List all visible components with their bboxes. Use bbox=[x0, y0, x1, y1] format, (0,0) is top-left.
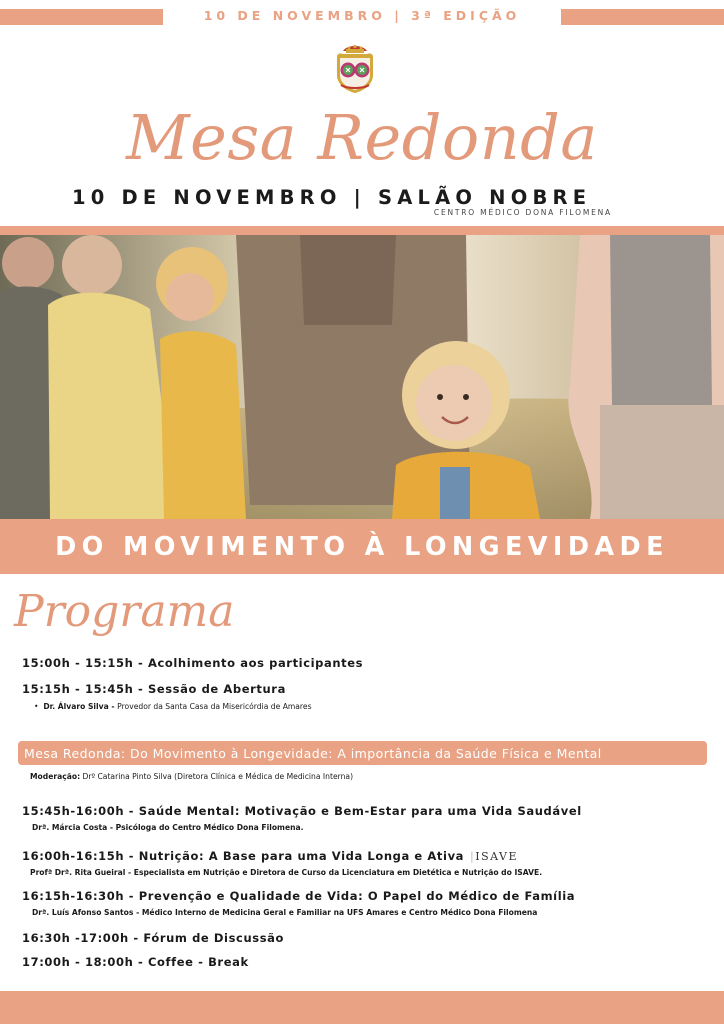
mesa-redonda-pill bbox=[18, 741, 707, 765]
bullet-icon: • bbox=[34, 702, 39, 711]
schedule-item-acolhimento: 15:00h - 15:15h - Acolhimento aos participantes bbox=[22, 656, 364, 670]
venue-name: CENTRO MÉDICO DONA FILOMENA bbox=[433, 208, 612, 217]
speaker-name: Drª. Márcia Costa bbox=[32, 823, 108, 832]
speaker-name: Dr. Álvaro Silva - bbox=[43, 702, 118, 711]
santa-casa-crest-icon bbox=[329, 43, 381, 95]
mesa-redonda-title: Mesa Redonda: Do Movimento à Longevidade: A importância da Saúde Física e Mental bbox=[24, 745, 602, 761]
moderation-label: Moderação: bbox=[30, 772, 81, 781]
isave-logo: |ISAVE bbox=[470, 850, 519, 863]
schedule-item-prevencao: 16:15h-16:30h - Prevenção e Qualidade de Vida: O Papel do Médico de Família bbox=[22, 889, 576, 903]
speaker-saude-mental bbox=[32, 823, 304, 832]
top-right-bar bbox=[561, 9, 724, 25]
isave-divider-icon: | bbox=[470, 850, 476, 863]
moderation-text: Drº Catarina Pinto Silva (Diretora Clínica e Médica de Medicina Interna) bbox=[80, 772, 354, 781]
page-title: Mesa Redonda bbox=[126, 101, 598, 174]
theme-banner-text: DO MOVIMENTO À LONGEVIDADE bbox=[55, 531, 669, 562]
bottom-bar bbox=[0, 991, 724, 1024]
speaker-role: - Psicóloga do Centro Médico Dona Filomena. bbox=[107, 823, 304, 832]
speaker-prevencao bbox=[32, 908, 537, 917]
photo-top-band bbox=[0, 226, 724, 235]
family-photo bbox=[0, 235, 724, 519]
event-date-venue: 10 DE NOVEMBRO | SALÃO NOBRE bbox=[72, 186, 592, 209]
schedule-item-nutricao bbox=[22, 849, 518, 863]
programa-heading: Programa bbox=[14, 586, 235, 637]
schedule-item-coffee-break: 17:00h - 18:00h - Coffee - Break bbox=[22, 955, 249, 969]
speaker-role: Provedor da Santa Casa da Misericórdia de Amares bbox=[117, 702, 312, 711]
schedule-item-forum: 16:30h -17:00h - Fórum de Discussão bbox=[22, 931, 284, 945]
family-walking-illustration bbox=[0, 235, 724, 519]
nutricao-title: 16:00h-16:15h - Nutrição: A Base para uma Vida Longa e Ativa bbox=[22, 849, 465, 863]
moderation-line bbox=[30, 772, 353, 781]
top-date: 10 DE NOVEMBRO | 3ª EDIÇÃO bbox=[203, 8, 521, 23]
speaker-abertura bbox=[34, 702, 312, 711]
schedule-item-abertura: 15:15h - 15:45h - Sessão de Abertura bbox=[22, 682, 286, 696]
schedule-item-saude-mental: 15:45h-16:00h - Saúde Mental: Motivação e Bem-Estar para uma Vida Saudável bbox=[22, 804, 582, 818]
speaker-nutricao bbox=[30, 868, 542, 877]
speaker-name: Profª Drª. Rita Gueiral - Especialista em Nutrição e Diretora de Curso da Licenciatura em Dietética e Nutrição do ISAVE. bbox=[30, 868, 543, 877]
theme-banner bbox=[0, 519, 724, 574]
speaker-name: Drª. Luís Afonso Santos - Médico Interno de Medicina Geral e Familiar na UFS Amares e Centro Médico Dona Filomena bbox=[32, 908, 538, 917]
top-left-bar bbox=[0, 9, 163, 25]
